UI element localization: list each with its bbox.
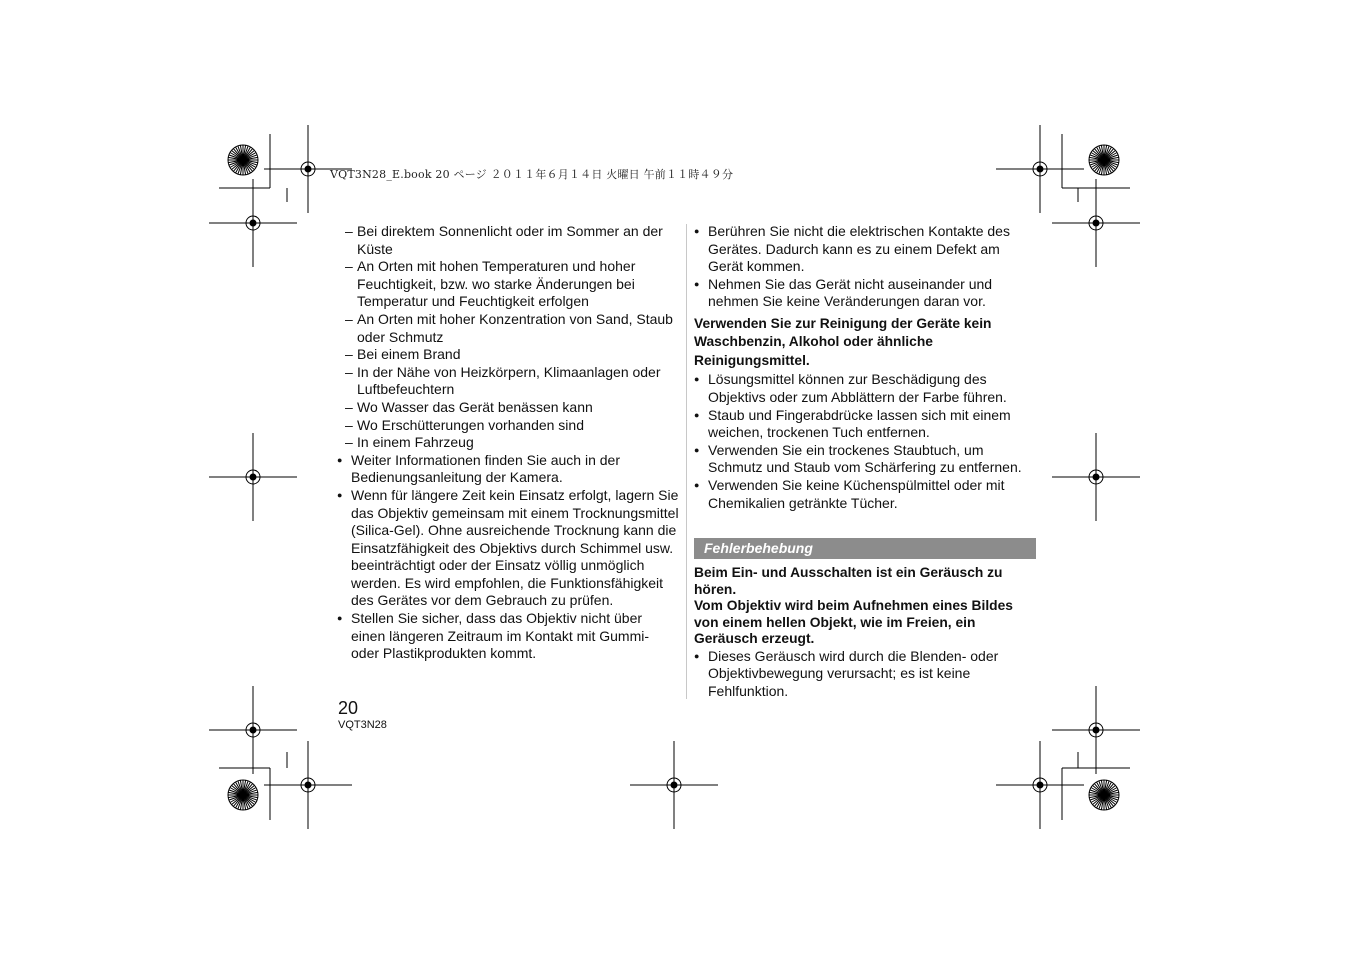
registration-dot — [1037, 782, 1044, 789]
registration-dot — [305, 166, 312, 173]
bullet-item: ● Nehmen Sie das Gerät nicht auseinander und nehmen Sie keine Veränderungen daran vor. — [694, 276, 1038, 311]
section-title: Fehlerbehebung — [694, 538, 1036, 559]
care-bullet-list — [337, 452, 679, 663]
list-item: – An Orten mit hoher Konzentration von Sand, Staub oder Schmutz — [337, 311, 679, 346]
column-divider — [686, 224, 687, 699]
registration-dot — [671, 782, 678, 789]
bullet-item: ● Berühren Sie nicht die elektrischen Kontakte des Gerätes. Dadurch kann es zu einem Defekt am Gerät kommen. — [694, 223, 1038, 276]
registration-dot — [1037, 166, 1044, 173]
bullet-item: ● Dieses Geräusch wird durch die Blenden- oder Objektivbewegung verursacht; es ist keine Fehlfunktion. — [694, 648, 1038, 701]
left-column — [337, 223, 679, 663]
page-number: 20 — [338, 698, 359, 718]
registration-dot — [1093, 474, 1100, 481]
bullet-item: ● Lösungsmittel können zur Beschädigung des Objektivs oder zum Abblättern der Farbe führen. — [694, 371, 1038, 406]
registration-dot — [250, 474, 257, 481]
registration-dot — [250, 220, 257, 227]
right-column — [694, 223, 1038, 701]
troubleshooting-question-1: Beim Ein- und Ausschalten ist ein Geräusch zu hören. — [694, 565, 1003, 597]
troubleshooting-question-2: Vom Objektiv wird beim Aufnehmen eines Bildes von einem hellen Objekt, wie im Freien, ein Geräusch erzeugt. — [694, 598, 1013, 647]
registration-dot — [305, 782, 312, 789]
list-item: – Bei einem Brand — [337, 346, 679, 364]
bullet-item: ● Stellen Sie sicher, dass das Objektiv nicht über einen längeren Zeitraum im Kontakt mit Gummi- oder Plastikprodukten kommt. — [337, 610, 679, 663]
cleaning-heading: Verwenden Sie zur Reinigung der Geräte kein Waschbenzin, Alkohol oder ähnliche Reinigungsmittel. — [694, 315, 992, 368]
list-item: – Wo Erschütterungen vorhanden sind — [337, 417, 679, 435]
registration-dot — [1093, 220, 1100, 227]
bullet-item: ● Wenn für längere Zeit kein Einsatz erfolgt, lagern Sie das Objektiv gemeinsam mit einem Trocknungsmittel (Silica-Gel). Ohne ausreichende Trocknung kann die Einsatzfähigkeit des Objektivs durch Schimmel usw. beeinträchtigt oder der Einsatz völlig unmöglich werden. Es wird empfohlen, die Funktionsfähigkeit des Gerätes vor dem Gebrauch zu prüfen. — [337, 487, 679, 610]
storage-location-list — [337, 223, 679, 452]
handling-bullet-list — [694, 223, 1038, 311]
print-header: VQT3N28_E.book 20 ページ ２０１１年６月１４日 火曜日 午前１１時４９分 — [330, 168, 734, 181]
bullet-item: ● Verwenden Sie keine Küchenspülmittel oder mit Chemikalien getränkte Tücher. — [694, 477, 1038, 512]
troubleshooting-answer-list — [694, 648, 1038, 701]
list-item: – In einem Fahrzeug — [337, 434, 679, 452]
list-item: – An Orten mit hohen Temperaturen und hoher Feuchtigkeit, bzw. wo starke Änderungen bei Temperatur und Feuchtigkeit erfolgen — [337, 258, 679, 311]
list-item: – Bei direktem Sonnenlicht oder im Sommer an der Küste — [337, 223, 679, 258]
bullet-item: ● Staub und Fingerabdrücke lassen sich mit einem weichen, trockenen Tuch entfernen. — [694, 407, 1038, 442]
cleaning-bullet-list — [694, 371, 1038, 512]
bullet-item: ● Verwenden Sie ein trockenes Staubtuch, um Schmutz und Staub vom Schärfering zu entfernen. — [694, 442, 1038, 477]
list-item: – Wo Wasser das Gerät benässen kann — [337, 399, 679, 417]
document-code: VQT3N28 — [338, 719, 387, 731]
registration-dot — [250, 727, 257, 734]
registration-dot — [1093, 727, 1100, 734]
list-item: – In der Nähe von Heizkörpern, Klimaanlagen oder Luftbefeuchtern — [337, 364, 679, 399]
bullet-item: ● Weiter Informationen finden Sie auch in der Bedienungsanleitung der Kamera. — [337, 452, 679, 487]
